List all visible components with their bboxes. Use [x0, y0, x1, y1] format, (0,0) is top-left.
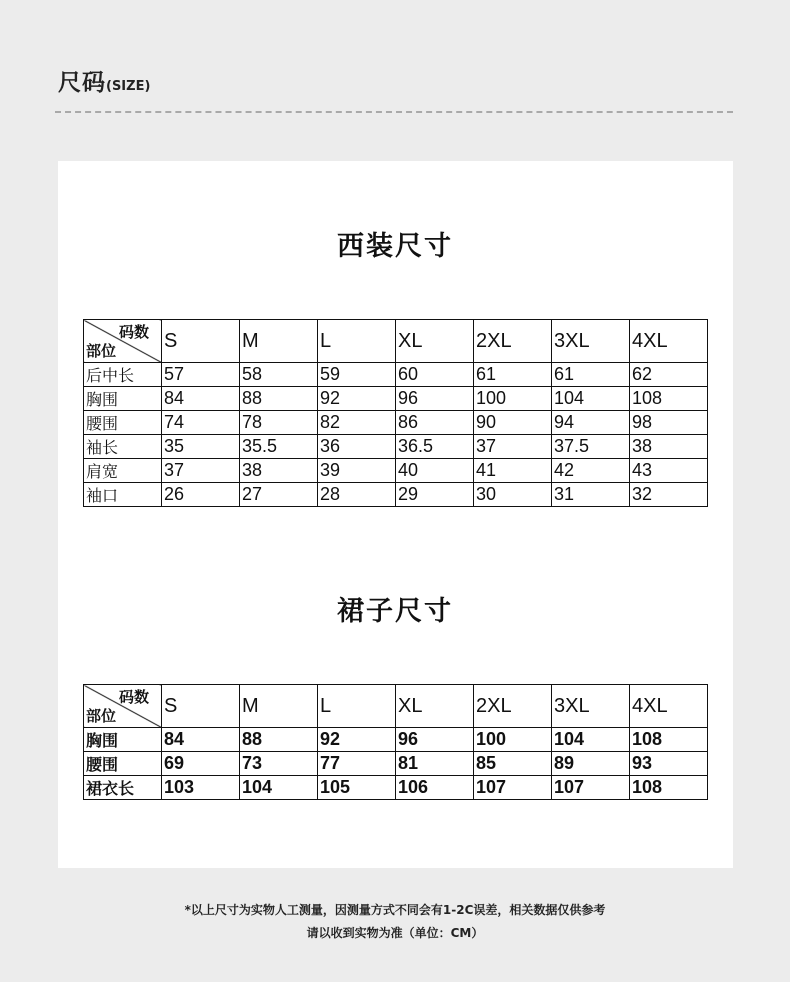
footnote-line-2: 请以收到实物为准（单位：CM）: [306, 926, 484, 940]
measurement-value: 28: [318, 483, 396, 507]
measurement-value: 92: [318, 728, 396, 752]
measurement-value: 100: [474, 728, 552, 752]
measurement-value: 104: [240, 776, 318, 800]
measurement-value: 78: [240, 411, 318, 435]
table-row: [84, 387, 708, 411]
measurement-value: 74: [162, 411, 240, 435]
measurement-value: 96: [396, 387, 474, 411]
measurement-value: 38: [630, 435, 708, 459]
size-header-cell: L: [318, 685, 396, 728]
measurement-value: 103: [162, 776, 240, 800]
measurement-label: 腰围: [84, 411, 162, 435]
table-row: [84, 776, 708, 800]
size-header-cell: M: [240, 320, 318, 363]
measurement-value: 81: [396, 752, 474, 776]
measurement-value: 26: [162, 483, 240, 507]
measurement-value: 35.5: [240, 435, 318, 459]
measurement-value: 36: [318, 435, 396, 459]
measurement-value: 92: [318, 387, 396, 411]
table-row: [84, 752, 708, 776]
measurement-value: 30: [474, 483, 552, 507]
measurement-value: 60: [396, 363, 474, 387]
table-header-row: [84, 320, 708, 363]
measurement-value: 89: [552, 752, 630, 776]
measurement-value: 32: [630, 483, 708, 507]
measurement-value: 37: [474, 435, 552, 459]
table-row: [84, 483, 708, 507]
table-corner-cell: [84, 685, 162, 728]
table-row: [84, 363, 708, 387]
measurement-value: 84: [162, 728, 240, 752]
measurement-value: 29: [396, 483, 474, 507]
measurement-value: 59: [318, 363, 396, 387]
size-header-cell: XL: [396, 685, 474, 728]
suit-size-title: 西装尺寸: [337, 231, 453, 262]
measurement-label: 后中长: [84, 363, 162, 387]
measurement-value: 105: [318, 776, 396, 800]
size-header-cell: 2XL: [474, 685, 552, 728]
measurement-value: 37: [162, 459, 240, 483]
table-header-row: [84, 685, 708, 728]
table-row: [84, 728, 708, 752]
measurement-value: 73: [240, 752, 318, 776]
corner-label-size: 码数: [118, 323, 149, 341]
skirt-size-table: [83, 684, 708, 800]
suit-size-table: [83, 319, 708, 507]
table-row: [84, 459, 708, 483]
size-header-cell: S: [162, 320, 240, 363]
measurement-value: 100: [474, 387, 552, 411]
measurement-value: 85: [474, 752, 552, 776]
measurement-value: 40: [396, 459, 474, 483]
measurement-value: 61: [474, 363, 552, 387]
measurement-value: 62: [630, 363, 708, 387]
measurement-label: 裙衣长: [84, 776, 162, 800]
measurement-value: 41: [474, 459, 552, 483]
corner-label-size: 码数: [118, 688, 149, 706]
size-header-cell: M: [240, 685, 318, 728]
page-title: [58, 64, 150, 97]
measurement-value: 107: [474, 776, 552, 800]
measurement-value: 108: [630, 387, 708, 411]
corner-label-part: 部位: [86, 342, 117, 360]
measurement-value: 96: [396, 728, 474, 752]
measurement-value: 58: [240, 363, 318, 387]
size-header-cell: XL: [396, 320, 474, 363]
table-row: [84, 411, 708, 435]
measurement-value: 84: [162, 387, 240, 411]
measurement-value: 39: [318, 459, 396, 483]
table-row: [84, 435, 708, 459]
size-header-cell: 3XL: [552, 320, 630, 363]
measurement-value: 57: [162, 363, 240, 387]
measurement-value: 43: [630, 459, 708, 483]
measurement-value: 61: [552, 363, 630, 387]
measurement-label: 胸围: [84, 387, 162, 411]
size-header-cell: 3XL: [552, 685, 630, 728]
measurement-value: 104: [552, 728, 630, 752]
measurement-value: 94: [552, 411, 630, 435]
measurement-value: 106: [396, 776, 474, 800]
measurement-value: 93: [630, 752, 708, 776]
page-title-subtitle: (SIZE): [106, 79, 151, 94]
measurement-value: 90: [474, 411, 552, 435]
measurement-value: 88: [240, 387, 318, 411]
skirt-size-title: 裙子尺寸: [337, 596, 453, 627]
measurement-value: 88: [240, 728, 318, 752]
measurement-value: 42: [552, 459, 630, 483]
measurement-label: 袖口: [84, 483, 162, 507]
table-corner-cell: [84, 320, 162, 363]
measurement-label: 袖长: [84, 435, 162, 459]
size-header-cell: 4XL: [630, 685, 708, 728]
size-header-cell: 2XL: [474, 320, 552, 363]
dashed-divider: [55, 111, 733, 113]
measurement-value: 77: [318, 752, 396, 776]
measurement-label: 胸围: [84, 728, 162, 752]
page-title-text: 尺码: [58, 70, 106, 96]
measurement-value: 108: [630, 728, 708, 752]
measurement-value: 107: [552, 776, 630, 800]
measurement-value: 37.5: [552, 435, 630, 459]
footnote-line-1: *以上尺寸为实物人工测量，因测量方式不同会有1-2C误差，相关数据仅供参考: [184, 903, 606, 917]
size-header-cell: 4XL: [630, 320, 708, 363]
measurement-label: 腰围: [84, 752, 162, 776]
measurement-value: 98: [630, 411, 708, 435]
measurement-value: 86: [396, 411, 474, 435]
measurement-value: 69: [162, 752, 240, 776]
measurement-value: 108: [630, 776, 708, 800]
corner-label-part: 部位: [86, 707, 117, 725]
measurement-value: 35: [162, 435, 240, 459]
measurement-value: 38: [240, 459, 318, 483]
measurement-value: 104: [552, 387, 630, 411]
measurement-value: 31: [552, 483, 630, 507]
measurement-value: 36.5: [396, 435, 474, 459]
measurement-value: 82: [318, 411, 396, 435]
size-header-cell: L: [318, 320, 396, 363]
size-header-cell: S: [162, 685, 240, 728]
measurement-value: 27: [240, 483, 318, 507]
measurement-label: 肩宽: [84, 459, 162, 483]
